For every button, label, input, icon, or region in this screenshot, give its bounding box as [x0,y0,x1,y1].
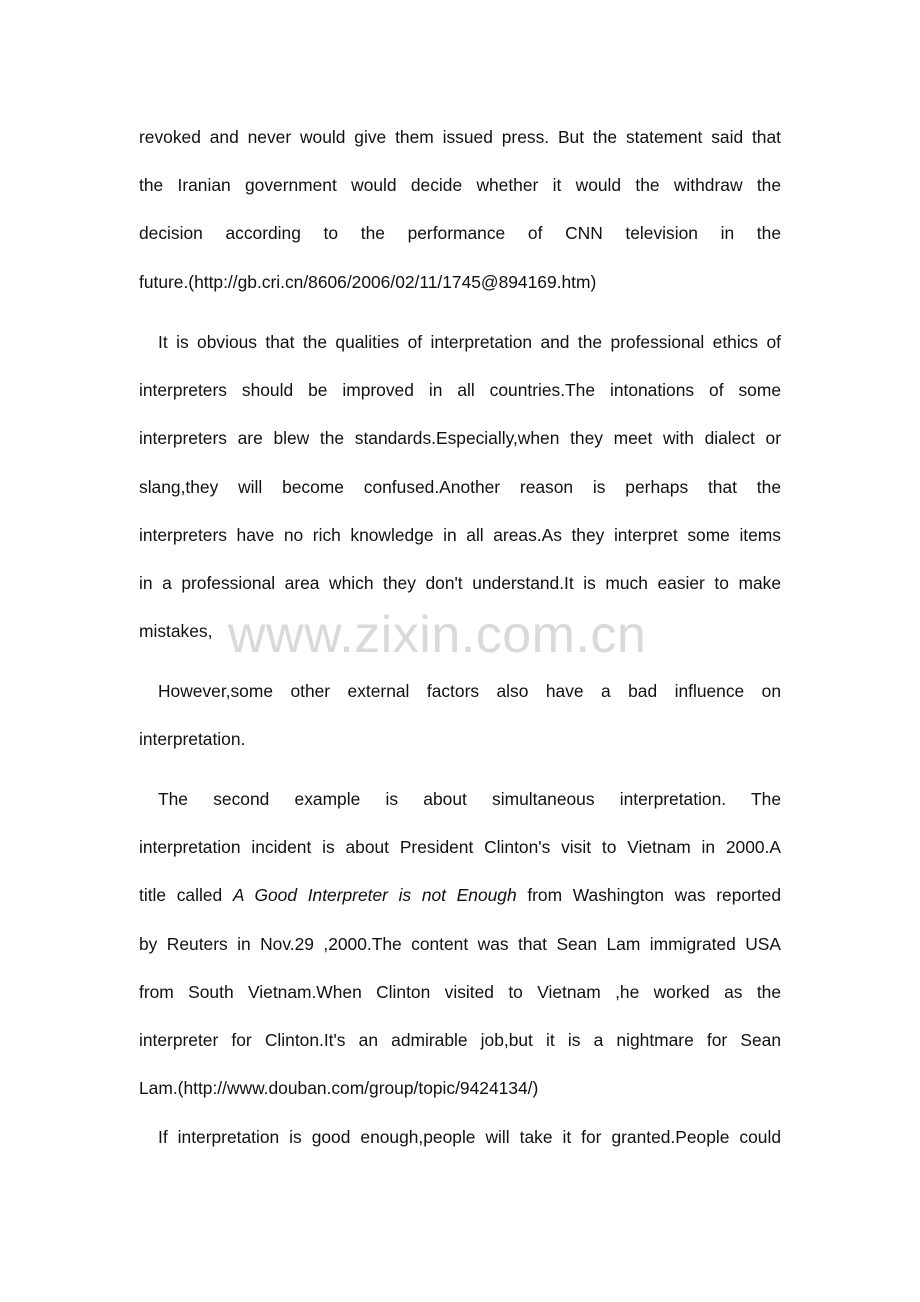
article-title: A Good Interpreter is not Enough [232,885,517,906]
text-line: mistakes, [139,621,213,642]
text-line: interpretation. [139,729,246,750]
paragraph-second-example [139,775,781,1112]
text-line: If interpretation is good enough,people will take it for granted.People could [158,1127,781,1147]
text-line: the Iranian government would decide whether it would the withdraw the [139,175,781,196]
text-segment: from Washington was reported [516,885,782,906]
text-line: interpreters have no rich knowledge in all areas.As they interpret some items [139,524,781,545]
text-line: from South Vietnam.When Clinton visited to Vietnam ,he worked as the [139,981,781,1002]
text-line: interpreters should be improved in all countries.The intonations of some [139,380,781,401]
text-line: interpreter for Clinton.It's an admirable job,but it is a nightmare for Sean [139,1029,781,1050]
text-line: slang,they will become confused.Another reason is perhaps that the [139,476,781,497]
paragraph-cnn-decision [139,113,781,306]
text-line-with-title [139,871,781,919]
paragraph-interpreter-qualities [139,318,781,655]
text-line: It is obvious that the qualities of interpretation and the professional ethics of [158,332,781,352]
text-line: by Reuters in Nov.29 ,2000.The content was that Sean Lam immigrated USA [139,933,781,954]
text-line: future.(http://gb.cri.cn/8606/2006/02/11/1745@894169.htm) [139,271,597,292]
text-line: revoked and never would give them issued press. But the statement said that [139,127,781,147]
paragraph-good-interpretation [139,1113,781,1161]
text-line: The second example is about simultaneous interpretation. The [158,789,781,809]
text-segment: title called [139,885,233,906]
text-line: However,some other external factors also have a bad influence on [158,681,781,701]
text-line: interpreters are blew the standards.Especially,when they meet with dialect or [139,428,781,449]
text-line: decision according to the performance of CNN television in the [139,223,781,244]
watermark: www.zixin.com.cn [228,606,647,664]
paragraph-external-factors [139,667,781,763]
text-line: in a professional area which they don't understand.It is much easier to make [139,572,781,593]
text-line: Lam.(http://www.douban.com/group/topic/9424134/) [139,1078,539,1099]
text-line: interpretation incident is about President Clinton's visit to Vietnam in 2000.A [139,837,781,858]
